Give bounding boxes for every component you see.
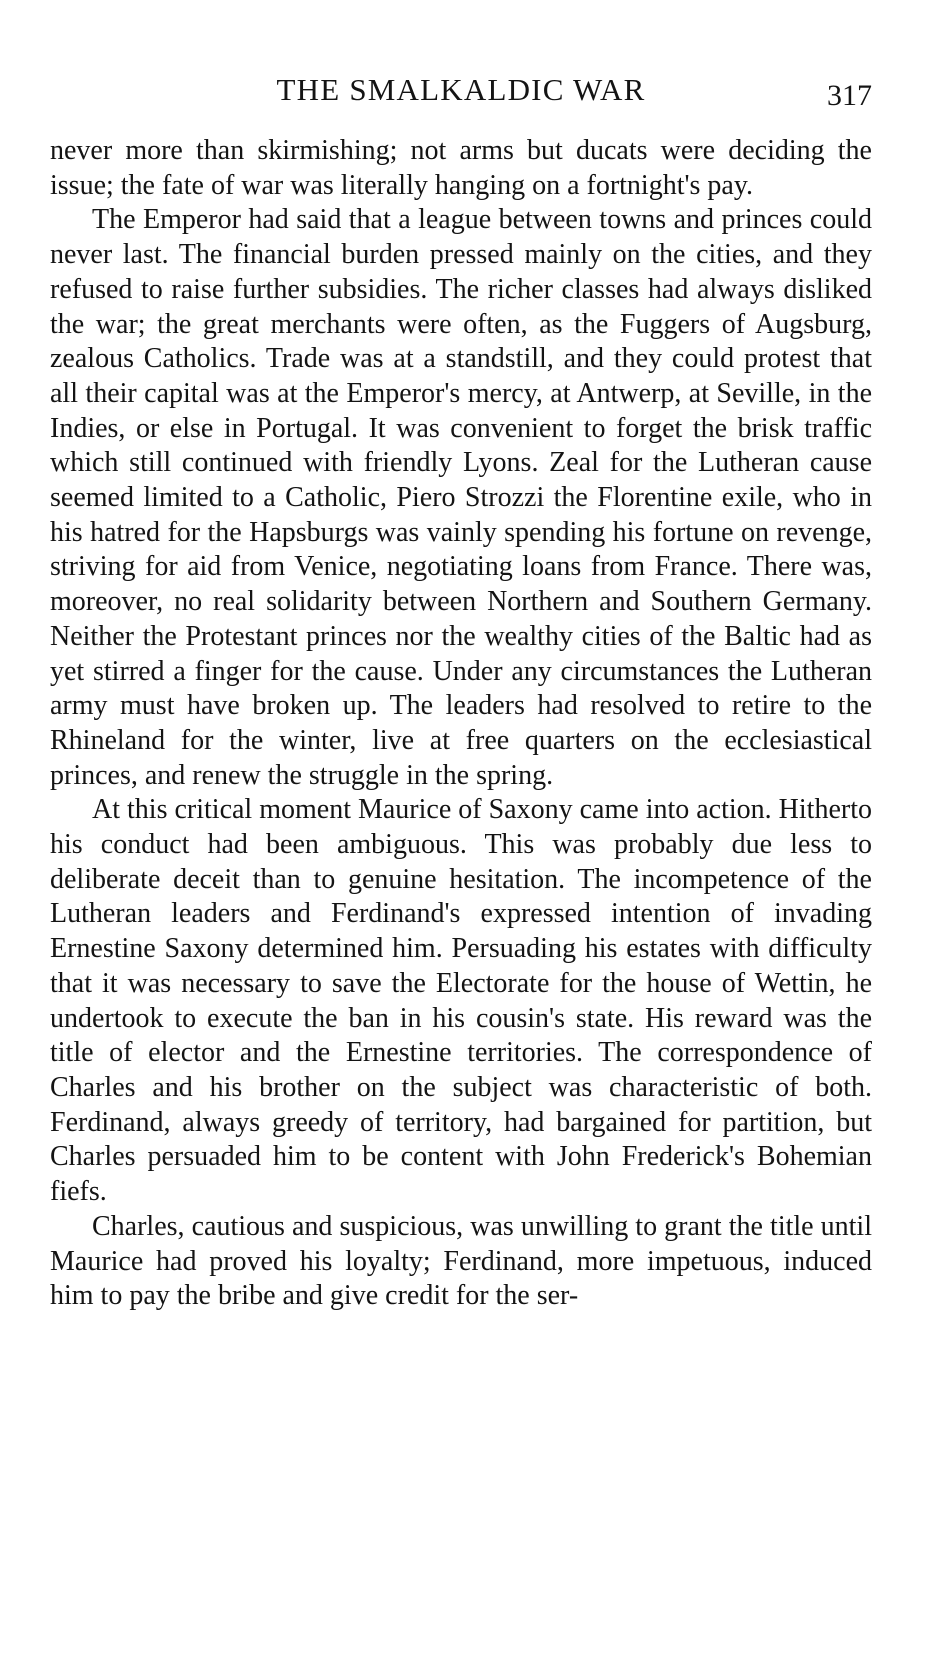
paragraph: The Emperor had said that a league between towns and princes could never last. The financial burden pressed mainly on the cities, and they refused to raise further subsidies. The richer classes had always disliked the war; the great merchants were often, as the Fuggers of Augsburg, zealous Catholics. Trade was at a standstill, and they could protest that all their capital was at the Emperor's mercy, at Antwerp, at Seville, in the Indies, or else in Portugal. It was convenient to forget the brisk traffic which still continued with friendly Lyons. Zeal for the Lutheran cause seemed limited to a Catholic, Piero Strozzi the Florentine exile, who in his hatred for the Hapsburgs was vainly spending his fortune on revenge, striving for aid from Venice, negotiating loans from France. There was, moreover, no real solidarity between Northern and Southern Germany. Neither the Protestant princes nor the wealthy cities of the Baltic had as yet stirred a finger for the cause. Under any circumstances the Lutheran army must have broken up. The leaders had resolved to retire to the Rhineland for the winter, live at free quarters on the ecclesiastical princes, and renew the struggle in the spring.	[50, 204, 872, 791]
page-number: 317	[827, 79, 872, 112]
running-head	[50, 68, 872, 112]
paragraph: At this critical moment Maurice of Saxony came into action. Hitherto his conduct had been ambiguous. This was probably due less to deliberate deceit than to genuine hesitation. The incompetence of the Lutheran leaders and Ferdinand's expressed intention of invading Ernestine Saxony determined him. Persuading his estates with difficulty that it was necessary to save the Electorate for the house of Wettin, he undertook to execute the ban in his cousin's state. His reward was the title of elector and the Ernestine territories. The correspondence of Charles and his brother on the subject was characteristic of both. Ferdinand, always greedy of territory, had bargained for partition, but Charles persuaded him to be content with John Frederick's Bohemian fiefs.	[50, 794, 872, 1208]
paragraph: Charles, cautious and suspicious, was unwilling to grant the title until Maurice had proved his loyalty; Ferdinand, more impetuous, induced him to pay the bribe and give credit for the ser-	[50, 1210, 872, 1312]
paragraph-continuation: never more than skirmishing; not arms but ducats were deciding the issue; the fate of war was literally hanging on a fortnight's pay.	[50, 135, 872, 201]
chapter-title: THE SMALKALDIC WAR	[276, 72, 646, 107]
body-text	[50, 134, 872, 1314]
